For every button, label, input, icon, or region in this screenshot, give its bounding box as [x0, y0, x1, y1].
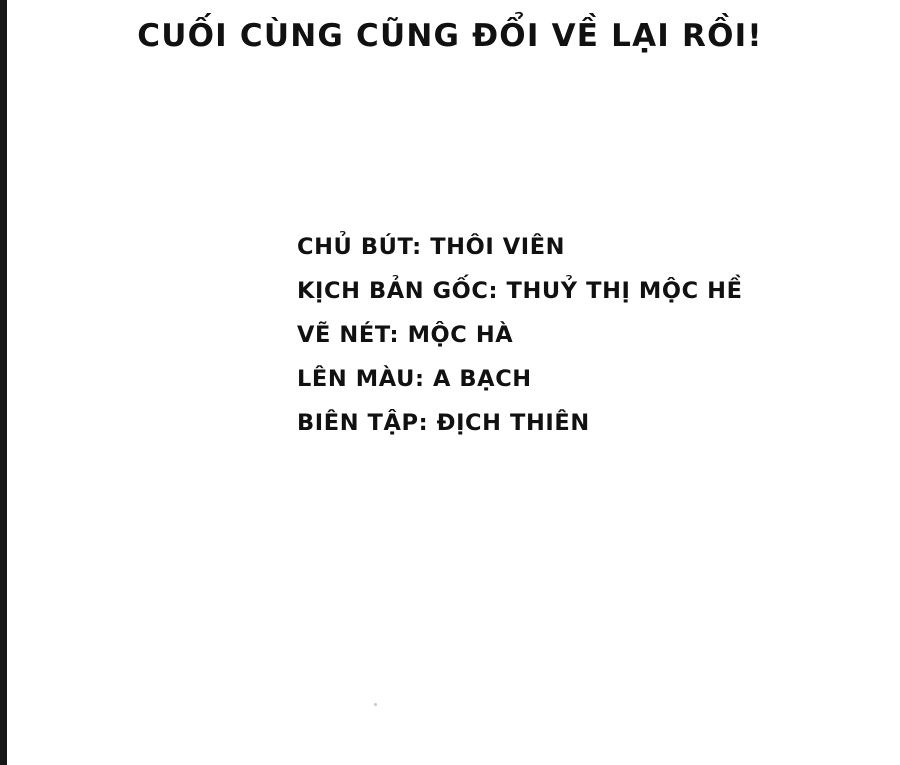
credit-line-original-script: KỊCH BẢN GỐC: THUỶ THỊ MỘC HỀ	[297, 278, 743, 304]
credits-block	[297, 225, 857, 445]
credit-line-line-art: VẼ NÉT: MỘC HÀ	[297, 322, 514, 348]
credit-line-author: CHỦ BÚT: THÔI VIÊN	[297, 234, 566, 260]
credit-line-editor: BIÊN TẬP: ĐỊCH THIÊN	[297, 410, 590, 436]
left-edge-bar	[0, 0, 7, 765]
credit-line-color: LÊN MÀU: A BẠCH	[297, 366, 532, 392]
page-speck	[374, 703, 377, 706]
page-title: CUỐI CÙNG CŨNG ĐỔI VỀ LẠI RỒI!	[137, 18, 763, 54]
